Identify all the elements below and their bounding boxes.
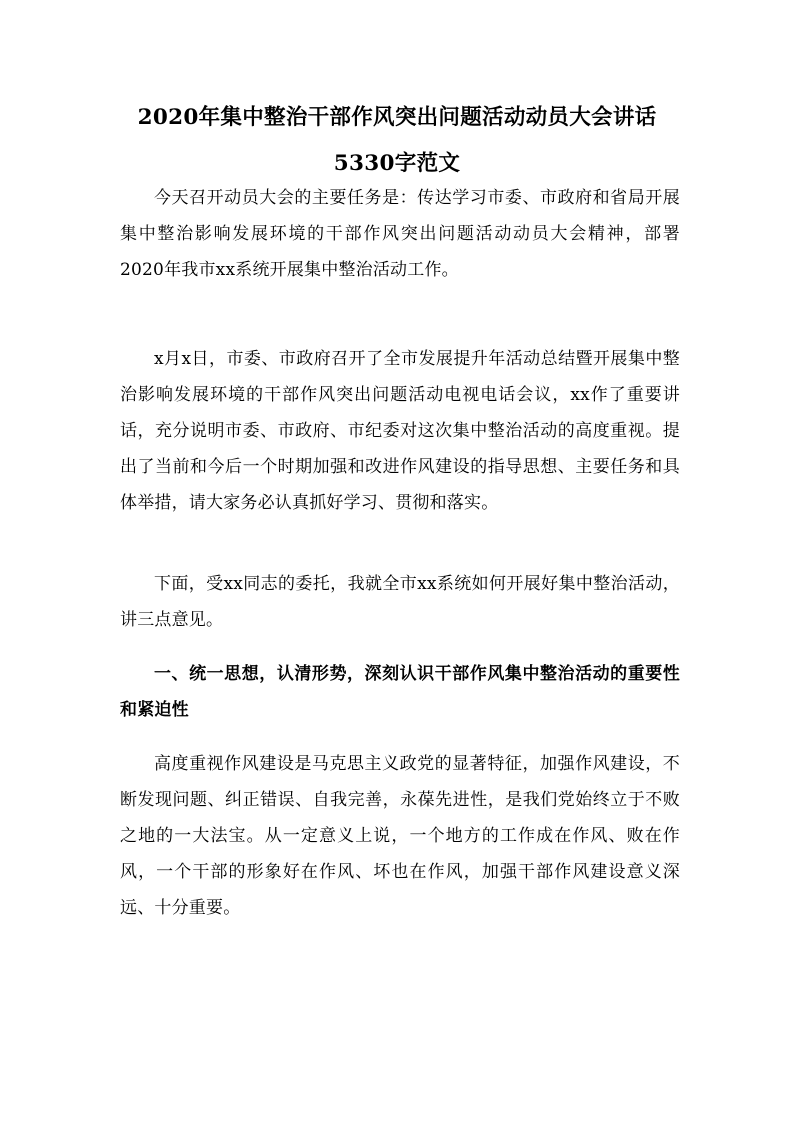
section-heading: 一、统一思想，认清形势，深刻认识干部作风集中整治活动的重要性和紧迫性 [120,664,680,720]
section-paragraph: 高度重视作风建设是马克思主义政党的显著特征，加强作风建设，不断发现问题、纠正错误、自我完善，永葆先进性，是我们党始终立于不败之地的一大法宝。从一定意义上说，一个地方的工作成在作风、败在作风，一个干部的形象好在作风、坏也在作风，加强干部作风建设意义深远、十分重要。 [120,754,680,918]
delegation-paragraph: 下面，受xx同志的委托，我就全市xx系统如何开展好集中整治活动，讲三点意见。 [120,574,680,630]
meeting-paragraph: x月x日，市委、市政府召开了全市发展提升年活动总结暨开展集中整治影响发展环境的干部作风突出问题活动电视电话会议，xx作了重要讲话，充分说明市委、市政府、市纪委对这次集中整治活动的高度重视。提出了当前和今后一个时期加强和改进作风建设的指导思想、主要任务和具体举措，请大家务必认真抓好学习、贯彻和落实。 [120,349,680,513]
document-title: 2020年集中整治干部作风突出问题活动动员大会讲话5330字范文 [137,105,657,176]
intro-paragraph: 今天召开动员大会的主要任务是：传达学习市委、市政府和省局开展集中整治影响发展环境的干部作风突出问题活动动员大会精神，部署2020年我市xx系统开展集中整治活动工作。 [120,188,680,280]
